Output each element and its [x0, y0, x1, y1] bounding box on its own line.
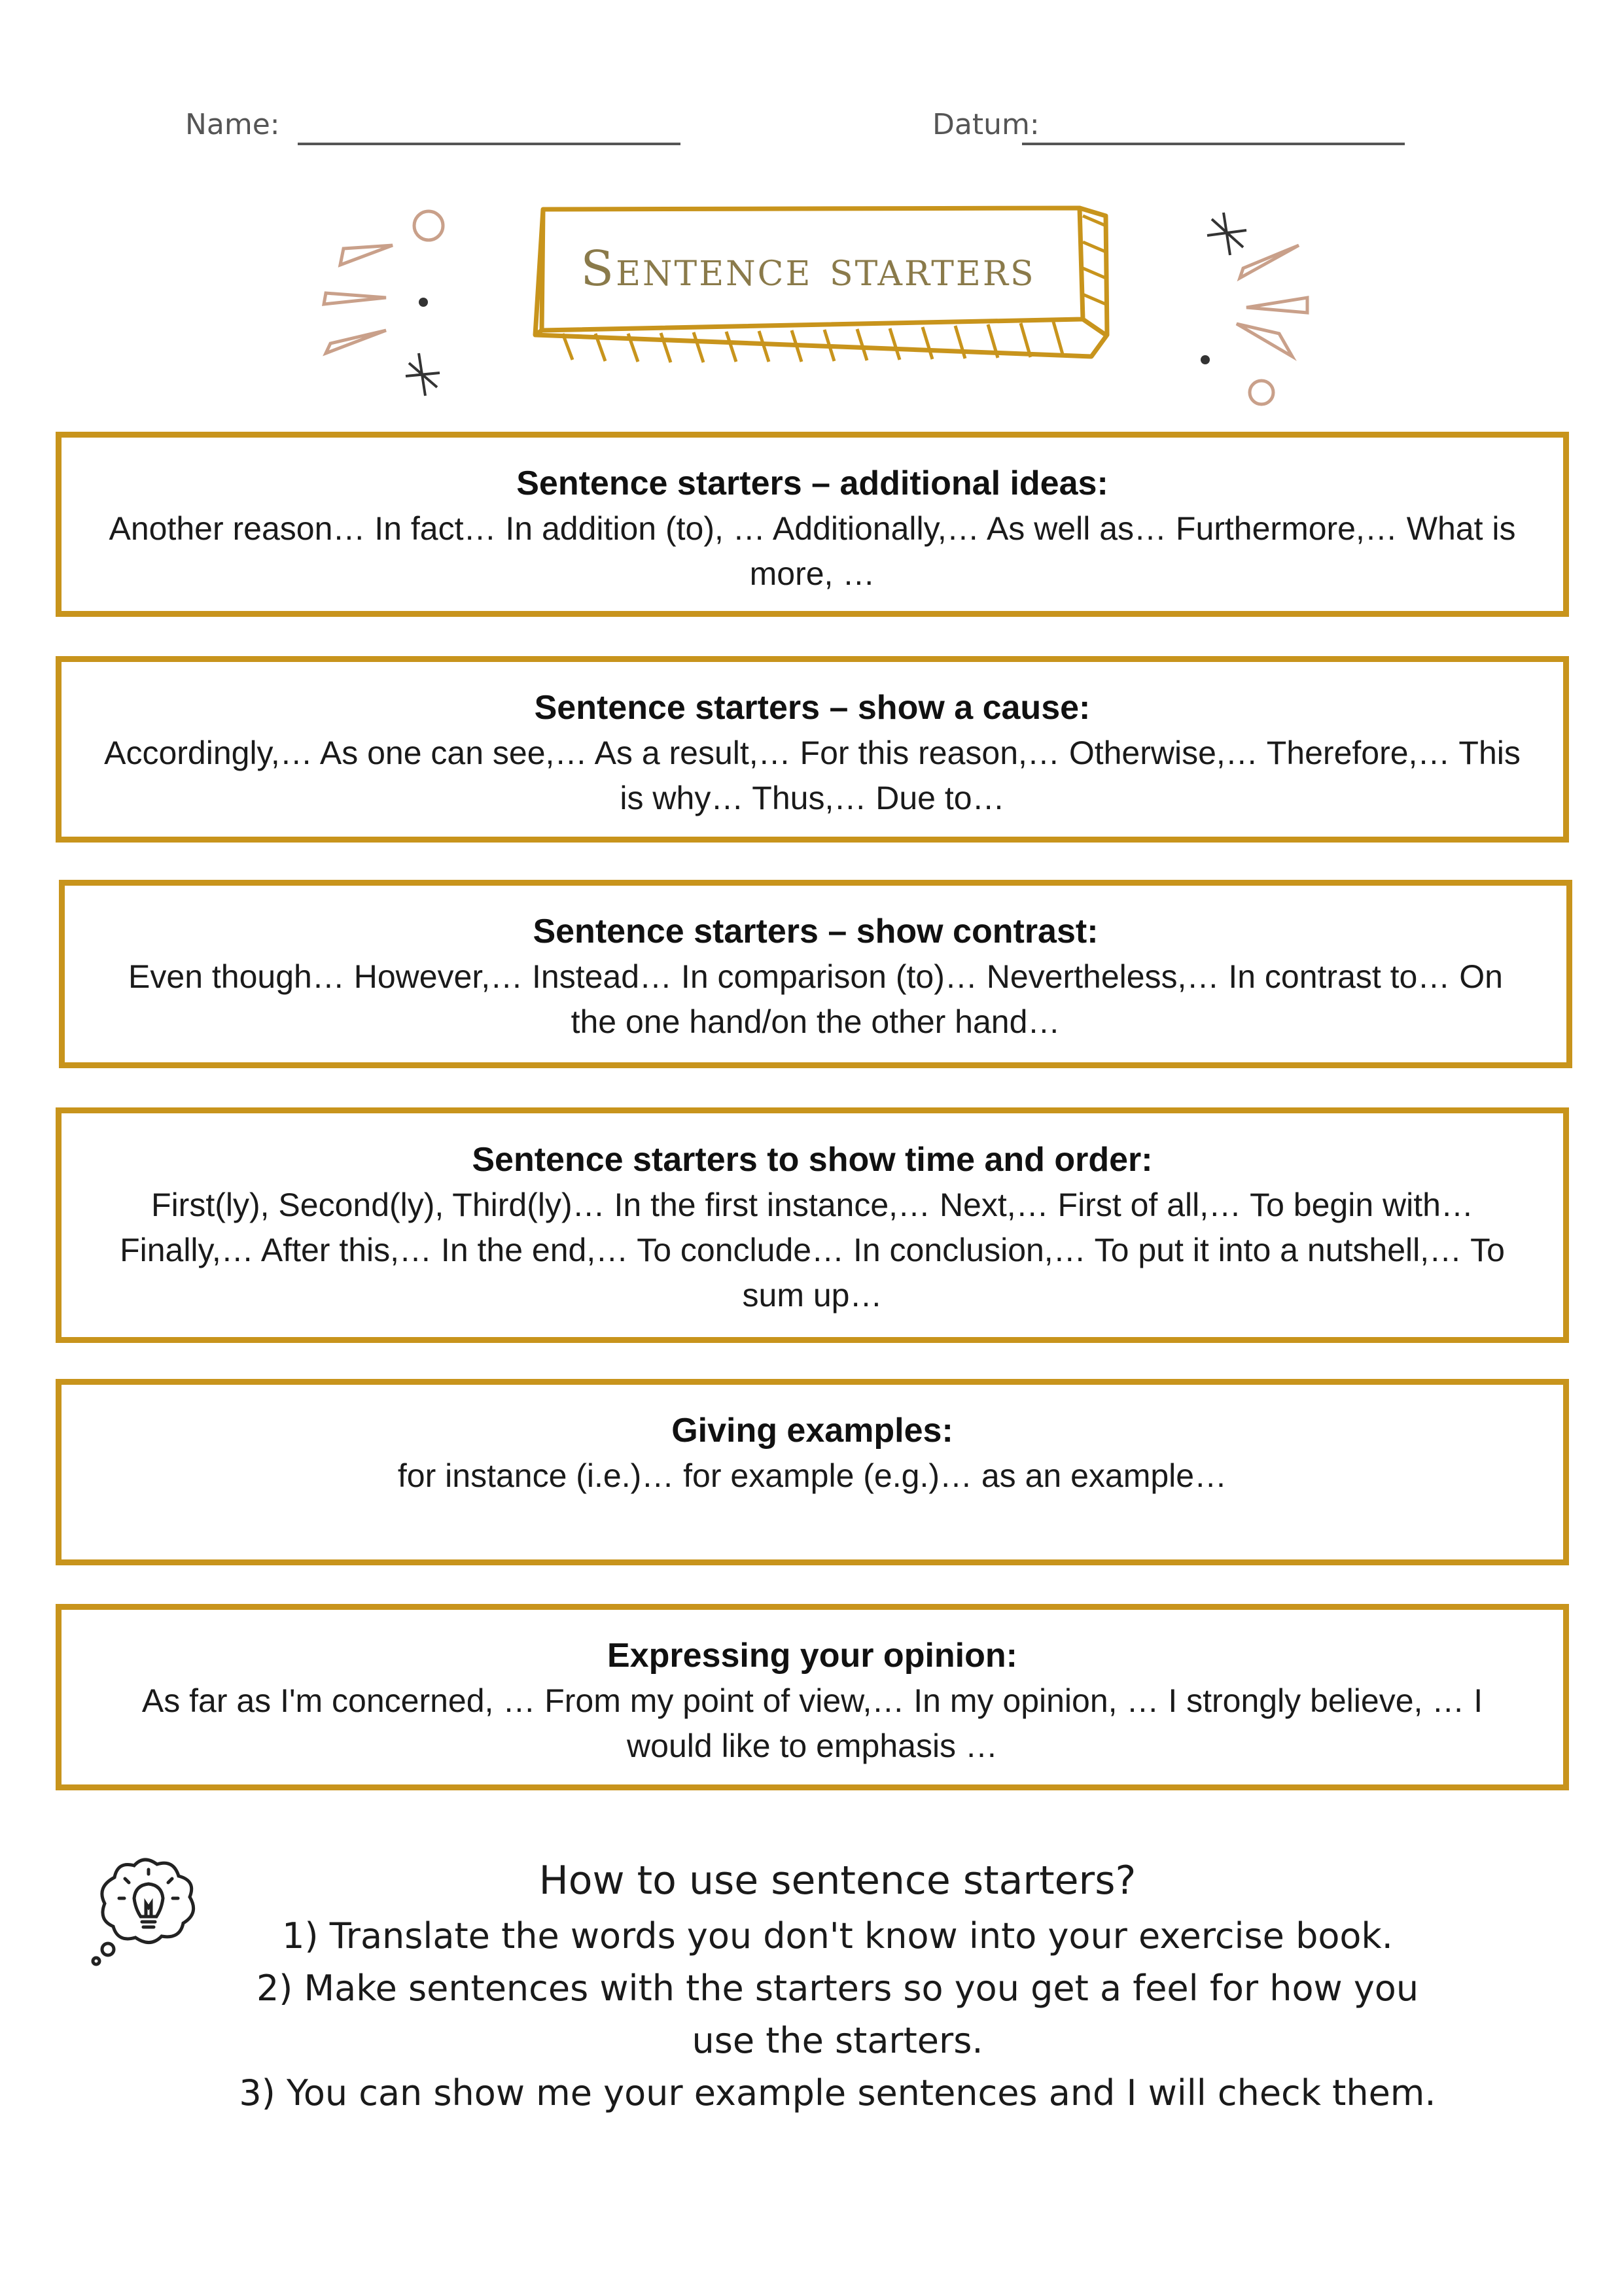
- title-decoration: [0, 0, 1622, 432]
- box-body: Another reason… In fact… In addition (to), … Additionally,… As well as… Furthermore,… What is more, …: [109, 510, 1516, 592]
- howto-step: 3) You can show me your example sentences and I will check them.: [239, 2072, 1436, 2113]
- howto-title: How to use sentence starters?: [538, 1858, 1137, 1904]
- box-body: for instance (i.e.)… for example (e.g.)… as an example…: [397, 1457, 1227, 1494]
- page-title: Sentence starters: [580, 241, 1036, 297]
- box-body: As far as I'm concerned, … From my point of view,… In my opinion, … I strongly believe, … I would like to emphasis …: [141, 1682, 1483, 1764]
- box-heading: Sentence starters – additional ideas:: [516, 464, 1108, 502]
- circle-icon: [1250, 381, 1273, 404]
- box-body: Accordingly,… As one can see,… As a result,… For this reason,… Otherwise,… Therefore,… This is why… Thus,… Due to…: [104, 735, 1521, 816]
- box-giving-examples: [56, 1379, 1569, 1565]
- box-heading: Expressing your opinion:: [607, 1637, 1017, 1675]
- box-heading: Sentence starters to show time and order:: [472, 1141, 1153, 1179]
- box-body: Even though… However,… Instead… In comparison (to)… Nevertheless,… In contrast to… On the one hand/on the other hand…: [128, 958, 1503, 1040]
- howto-step: 1) Translate the words you don't know into your exercise book.: [282, 1915, 1393, 1957]
- box-time-and-order: [56, 1107, 1569, 1343]
- box-expressing-opinion: [56, 1604, 1569, 1790]
- circle-icon: [414, 211, 443, 240]
- box-show-cause: [56, 656, 1569, 843]
- box-show-contrast: [59, 880, 1572, 1068]
- box-body: First(ly), Second(ly), Third(ly)… In the first instance,… Next,… First of all,… To begin with… Finally,… After this,… In the end,… To conclude… In conclusion,… To put it into a nutshell,… To sum up…: [120, 1187, 1505, 1313]
- name-label: Name:: [185, 108, 280, 141]
- box-additional-ideas: [56, 432, 1569, 617]
- box-heading: Giving examples:: [671, 1412, 953, 1450]
- howto-section: [150, 1851, 1525, 2119]
- date-label: Datum:: [932, 108, 1040, 141]
- box-heading: Sentence starters – show contrast:: [533, 913, 1099, 950]
- howto-step: 2) Make sentences with the starters so you get a feel for how you use the starters.: [256, 1968, 1419, 2061]
- box-heading: Sentence starters – show a cause:: [534, 689, 1091, 727]
